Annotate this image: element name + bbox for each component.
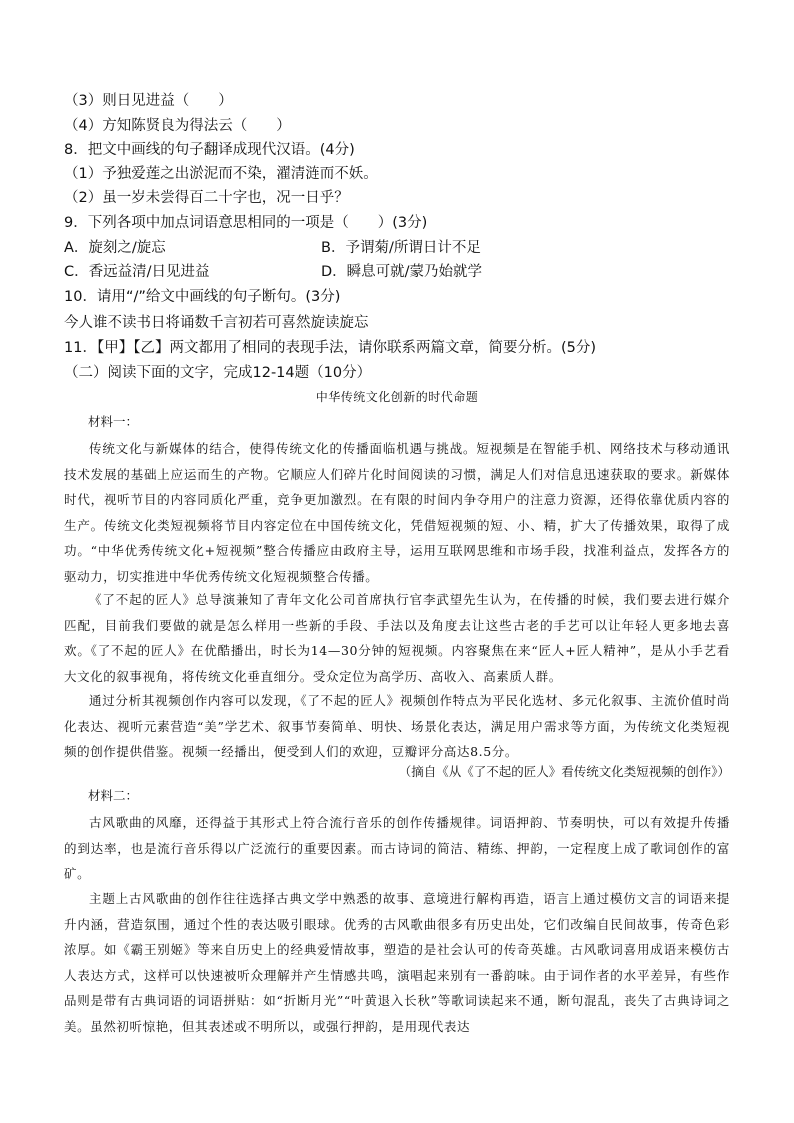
- article-title: 中华传统文化创新的时代命题: [315, 390, 479, 404]
- question-10-text: 今人谁不读书日将诵数千言初若可喜然旋读旋忘: [64, 315, 369, 331]
- material-1-paragraph-2: 《了不起的匠人》总导演兼知了青年文化公司首席执行官李武望先生认为，在传播的时候，我们要去进行媒介匹配，目前我们要做的就是怎么样用一些新的手段、手法以及角度去让这些古老的手艺可以让年轻人更多地去喜欢。《了不起的匠人》在优酷播出，时长为14—30分钟的短视频。内容聚焦在来“匠人+匠人精神”，是从小手艺看大文化的叙事视角，将传统文化垂直细分。受众定位为高学历、高收入、高素质人群。: [64, 592, 730, 684]
- question-9-option-b: B．予谓菊/所谓日计不足: [321, 240, 481, 256]
- section-2-heading: （二）阅读下面的文字，完成12-14题（10分）: [64, 365, 372, 381]
- question-11-prompt: 11．【甲】【乙】两文都用了相同的表现手法，请你联系两篇文章，简要分析。(5分): [64, 340, 596, 356]
- question-8-prompt: 8．把文中画线的句子翻译成现代汉语。(4分): [64, 142, 355, 158]
- question-9-option-a: A．旋刻之/旋忘: [64, 240, 166, 256]
- question-7-item-4: （4）方知陈贤良为得法云（ ）: [64, 118, 291, 134]
- material-2-paragraph-2: 主题上古风歌曲的创作往往选择古典文学中熟悉的故事、意境进行解构再造，语言上通过模仿文言的词语来提升内涵，营造氛围，通过个性的表达吸引眼球。优秀的古风歌曲很多有历史出处，它们改编自民间故事，传奇色彩浓厚。如《霸王别姬》等来自历史上的经典爱情故事，塑造的是社会认可的传奇英雄。古风歌词喜用成语来模仿古人表达方式，这样可以快速被听众理解并产生情感共鸣，演唱起来别有一番韵味。由于词作者的水平差异，有些作品则是带有古典词语的词语拼贴：如“折断月光”“叶黄退入长秋”等歌词读起来不通，断句混乱，丧失了古典诗词之美。虽然初听惊艳，但其表述或不明所以，或强行押韵，是用现代表达: [64, 891, 730, 1034]
- question-9-option-d: D．瞬息可就/蒙乃始就学: [321, 264, 483, 280]
- question-9-prompt: 9．下列各项中加点词语意思相同的一项是（ ）(3分): [64, 215, 428, 231]
- material-1-paragraph-1: 传统文化与新媒体的结合，使得传统文化的传播面临机遇与挑战。短视频是在智能手机、网络技术与移动通讯技术发展的基础上应运而生的产物。它顺应人们碎片化时间阅读的习惯，满足人们对信息迅速获取的要求。新媒体时代，视听节目的内容同质化严重，竞争更加激烈。在有限的时间内争夺用户的注意力资源，还得依靠优质内容的生产。传统文化类短视频将节目内容定位在中国传统文化，凭借短视频的短、小、精，扩大了传播效果，取得了成功。“中华优秀传统文化+短视频”整合传播应由政府主导，运用互联网思维和市场手段，找准利益点，发挥各方的驱动力，切实推进中华优秀传统文化短视频整合传播。: [64, 441, 730, 584]
- material-1-label: 材料一：: [88, 414, 139, 429]
- material-1-paragraph-3: 通过分析其视频创作内容可以发现，《了不起的匠人》视频创作特点为平民化选材、多元化叙事、主流价值时尚化表达、视听元素营造“美”学艺术、叙事节奏简单、明快、场景化表达，满足用户需求等方面，为传统文化类短视频的创作提供借鉴。视频一经播出，便受到人们的欢迎，豆瓣评分高达8.5分。: [64, 693, 730, 759]
- question-7-item-3: （3）则日见进益（ ）: [64, 93, 233, 109]
- material-2-paragraph-1: 古风歌曲的风靡，还得益于其形式上符合流行音乐的创作传播规律。词语押韵、节奏明快，可以有效提升传播的到达率，也是流行音乐得以广泛流行的重要因素。而古诗词的简洁、精练、押韵，一定程度上成了歌词创作的富矿。: [64, 815, 730, 881]
- question-8-item-1: （1）予独爱莲之出淤泥而不染，濯清涟而不妖。: [64, 166, 378, 182]
- material-1-source: （摘自《从《了不起的匠人》看传统文化类短视频的创作》）: [398, 764, 730, 779]
- question-9-option-c: C．香远益清/日见进益: [64, 264, 210, 280]
- question-10-prompt: 10．请用“/”给文中画线的句子断句。(3分): [64, 289, 341, 305]
- material-2-label: 材料二：: [88, 788, 139, 803]
- question-8-item-2: （2）虽一岁未尝得百二十字也，况一日乎？: [64, 190, 349, 206]
